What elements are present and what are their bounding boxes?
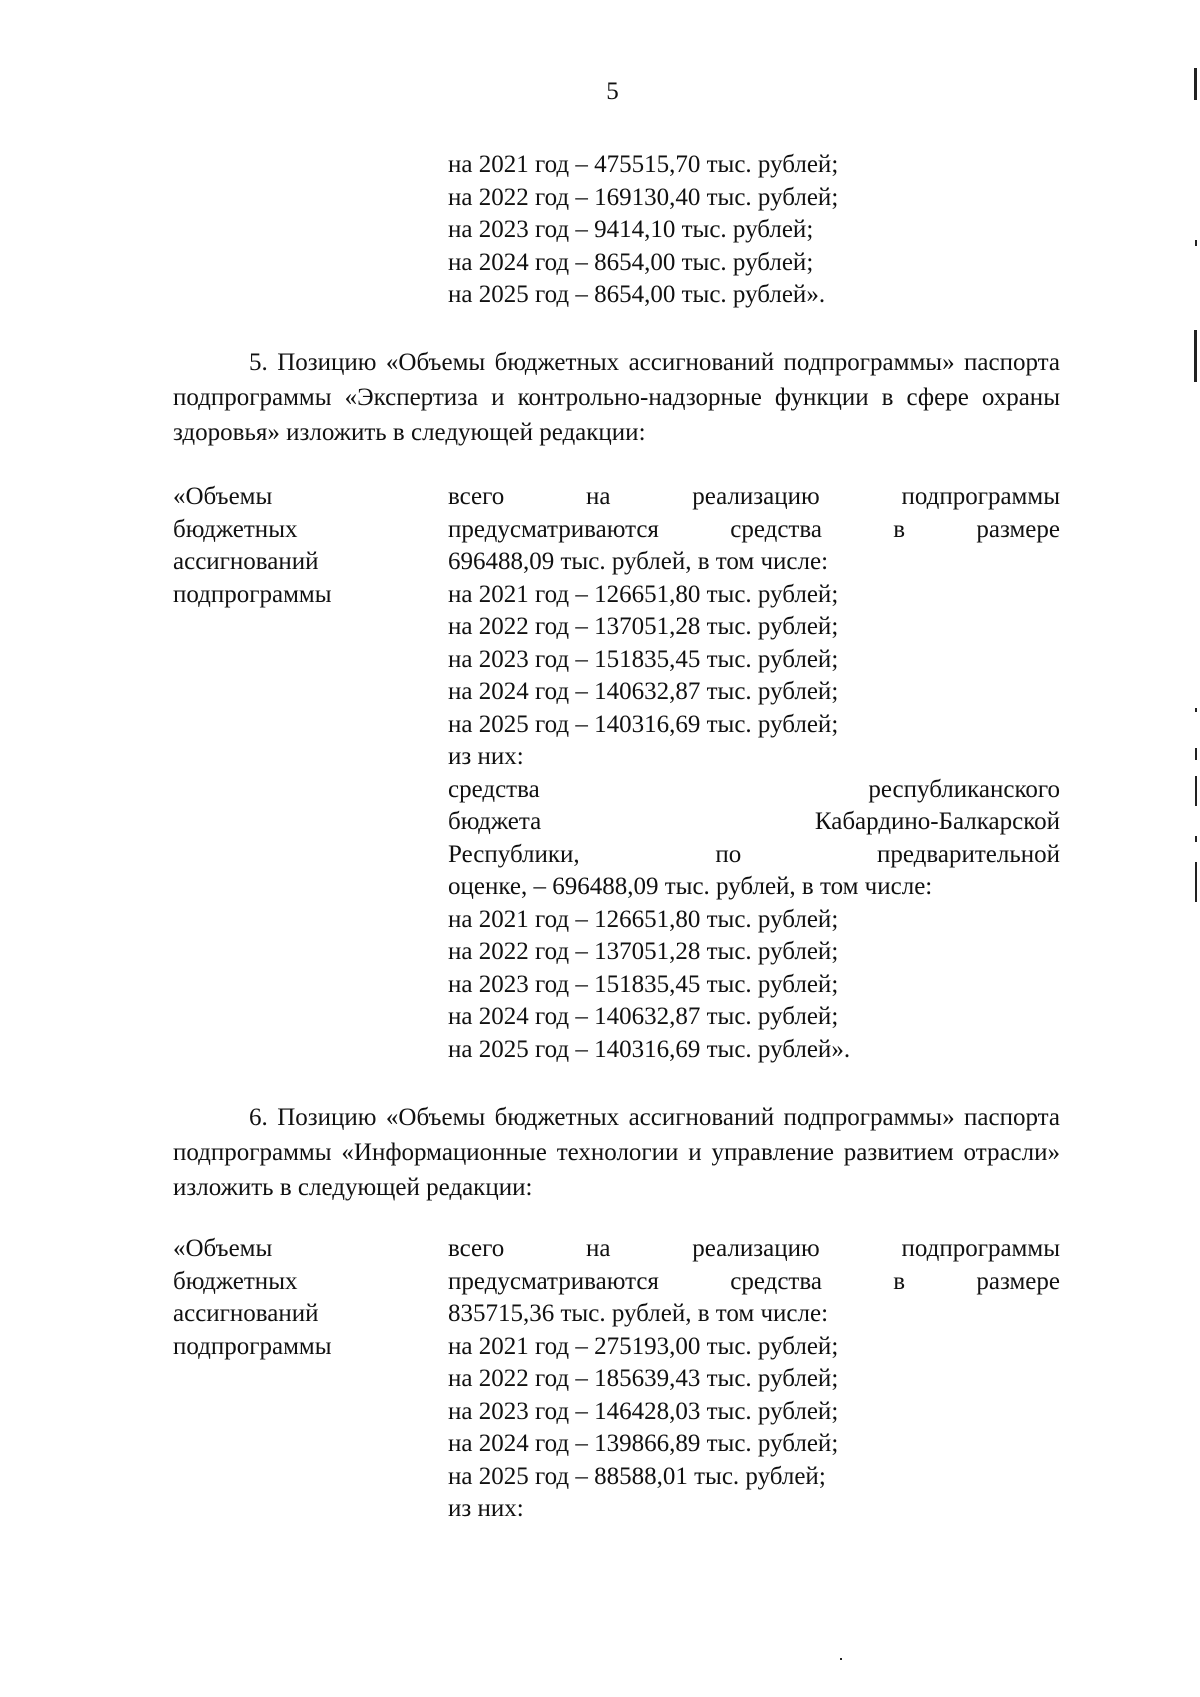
value-line: на 2025 год – 88588,01 тыс. рублей; [448,1462,826,1490]
value-line: средства республиканского [448,775,1060,803]
value-line: на 2022 год – 137051,28 тыс. рублей; [448,613,839,640]
value-line: 696488,09 тыс. рублей, в том числе: [448,548,829,575]
value-line: из них: [448,743,524,770]
list-item: на 2024 год – 8654,00 тыс. рублей; [448,248,814,276]
value-line: предусматриваются средства в размере [448,515,1060,543]
scan-edge-mark [1195,708,1197,712]
scan-edge-mark [1195,240,1197,246]
item5-paragraph: 5. Позицию «Объемы бюджетных ассигнований подпрограммы» паспорта подпрограммы «Экспертиза и контрольно-надзорные функции в сфере охраны здоровья» изложить в следующей редакции: [173,349,1060,446]
value-line: бюджета Кабардино-Балкарской [448,808,1060,835]
value-line: на 2023 год – 151835,45 тыс. рублей; [448,645,839,673]
value-line: на 2023 год – 151835,45 тыс. рублей; [448,970,839,998]
label-line: «Объемы [173,483,273,510]
item5-value [448,481,1060,1066]
label-line: «Объемы [173,1235,273,1262]
list-item: на 2023 год – 9414,10 тыс. рублей; [448,216,814,243]
value-line: оценке, – 696488,09 тыс. рублей, в том числе: [448,873,933,900]
top-continuation [448,149,838,312]
value-line: Республики, по предварительной [448,840,1060,868]
item5-label [173,481,403,611]
label-line: подпрограммы [173,580,332,608]
value-line: всего на реализацию подпрограммы [448,1235,1060,1262]
value-line: на 2021 год – 126651,80 тыс. рублей; [448,905,839,933]
scan-edge-mark [1195,748,1197,760]
scan-edge-mark [1195,862,1197,902]
value-line: на 2024 год – 140632,87 тыс. рублей; [448,678,839,705]
value-line: из них: [448,1495,524,1522]
list-item: на 2022 год – 169130,40 тыс. рублей; [448,183,839,211]
label-line: подпрограммы [173,1332,332,1360]
item6-paragraph: 6. Позицию «Объемы бюджетных ассигнований подпрограммы» паспорта подпрограммы «Информационные технологии и управление развитием отрасли» изложить в следующей редакции: [173,1104,1060,1201]
label-line: ассигнований [173,548,319,575]
item6-value [448,1233,1060,1526]
value-line: на 2021 год – 126651,80 тыс. рублей; [448,580,839,608]
value-line: всего на реализацию подпрограммы [448,483,1060,510]
list-item: на 2021 год – 475515,70 тыс. рублей; [448,151,839,178]
value-line: на 2022 год – 137051,28 тыс. рублей; [448,938,839,965]
list-item: на 2025 год – 8654,00 тыс. рублей». [448,281,826,308]
value-line: на 2025 год – 140316,69 тыс. рублей; [448,710,839,738]
value-line: на 2022 год – 185639,43 тыс. рублей; [448,1365,839,1392]
scan-edge-mark [1195,836,1197,842]
scan-edge-mark [1194,330,1197,382]
value-line: на 2023 год – 146428,03 тыс. рублей; [448,1397,839,1425]
value-line: на 2024 год – 140632,87 тыс. рублей; [448,1003,839,1030]
item6-label [173,1233,403,1363]
label-line: ассигнований [173,1300,319,1327]
scan-edge-mark [1194,68,1197,100]
label-line: бюджетных [173,515,298,543]
page-number: 5 [606,78,619,105]
scan-edge-mark [840,1658,842,1660]
value-line: на 2024 год – 139866,89 тыс. рублей; [448,1430,839,1457]
value-line: 835715,36 тыс. рублей, в том числе: [448,1300,829,1327]
value-line: на 2025 год – 140316,69 тыс. рублей». [448,1035,851,1063]
value-line: предусматриваются средства в размере [448,1267,1060,1295]
value-line: на 2021 год – 275193,00 тыс. рублей; [448,1332,839,1360]
scan-edge-mark [1195,776,1197,806]
label-line: бюджетных [173,1267,298,1295]
